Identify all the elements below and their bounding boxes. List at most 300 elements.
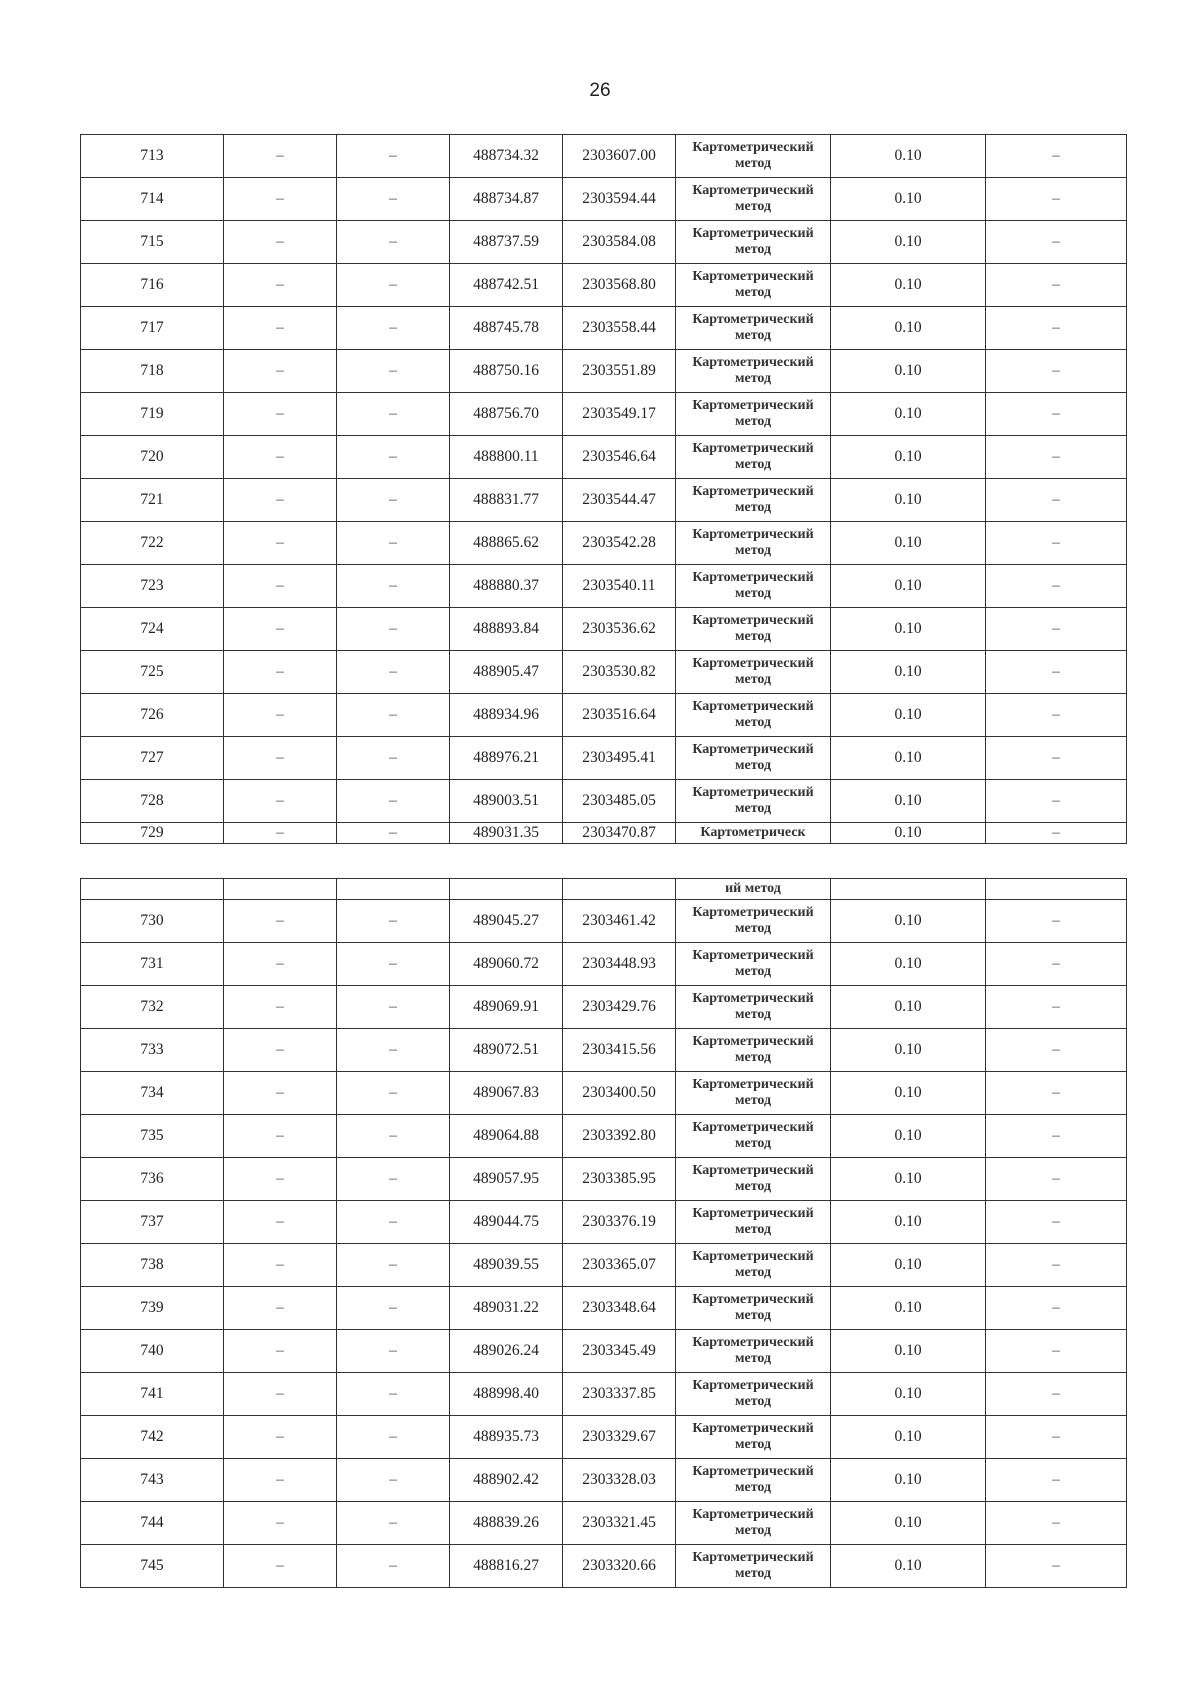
point-number-cell: 733 [81, 1029, 224, 1072]
empty-value-cell: – [986, 900, 1127, 943]
empty-value-cell: – [337, 307, 450, 350]
x-coordinate-cell: 489003.51 [450, 780, 563, 823]
accuracy-cell: 0.10 [831, 608, 986, 651]
method-cell: Картометрическ [676, 823, 831, 844]
y-coordinate-cell: 2303551.89 [563, 350, 676, 393]
empty-value-cell: – [337, 1373, 450, 1416]
empty-value-cell: – [986, 1459, 1127, 1502]
point-number-cell: 744 [81, 1502, 224, 1545]
table-row [81, 1416, 1127, 1459]
x-coordinate-cell: 488902.42 [450, 1459, 563, 1502]
y-coordinate-cell: 2303540.11 [563, 565, 676, 608]
x-coordinate-cell: 488800.11 [450, 436, 563, 479]
accuracy-cell: 0.10 [831, 1416, 986, 1459]
accuracy-cell: 0.10 [831, 1545, 986, 1588]
empty-value-cell: – [986, 1115, 1127, 1158]
x-coordinate-cell: 489060.72 [450, 943, 563, 986]
y-coordinate-cell: 2303461.42 [563, 900, 676, 943]
point-number-cell: 735 [81, 1115, 224, 1158]
empty-value-cell: – [224, 1287, 337, 1330]
empty-value-cell: – [224, 178, 337, 221]
table-row [81, 307, 1127, 350]
empty-value-cell: – [337, 900, 450, 943]
point-number-cell: 713 [81, 135, 224, 178]
empty-value-cell: – [224, 1416, 337, 1459]
empty-cell [81, 879, 224, 900]
method-cell: Картометрический метод [676, 1287, 831, 1330]
empty-value-cell: – [986, 135, 1127, 178]
method-cell: Картометрический метод [676, 900, 831, 943]
empty-value-cell: – [224, 307, 337, 350]
empty-value-cell: – [224, 1158, 337, 1201]
coordinates-table-top [80, 134, 1127, 844]
accuracy-cell: 0.10 [831, 986, 986, 1029]
method-cell: Картометрический метод [676, 1416, 831, 1459]
x-coordinate-cell: 488756.70 [450, 393, 563, 436]
empty-value-cell: – [986, 780, 1127, 823]
method-cell: Картометрический метод [676, 780, 831, 823]
y-coordinate-cell: 2303321.45 [563, 1502, 676, 1545]
empty-value-cell: – [337, 943, 450, 986]
x-coordinate-cell: 489039.55 [450, 1244, 563, 1287]
point-number-cell: 730 [81, 900, 224, 943]
table-row [81, 1115, 1127, 1158]
empty-value-cell: – [337, 1072, 450, 1115]
accuracy-cell: 0.10 [831, 393, 986, 436]
point-number-cell: 717 [81, 307, 224, 350]
y-coordinate-cell: 2303607.00 [563, 135, 676, 178]
method-cell: Картометрический метод [676, 1373, 831, 1416]
y-coordinate-cell: 2303530.82 [563, 651, 676, 694]
accuracy-cell: 0.10 [831, 178, 986, 221]
y-coordinate-cell: 2303365.07 [563, 1244, 676, 1287]
empty-value-cell: – [337, 1201, 450, 1244]
point-number-cell: 729 [81, 823, 224, 844]
empty-value-cell: – [337, 350, 450, 393]
table-row [81, 436, 1127, 479]
accuracy-cell: 0.10 [831, 780, 986, 823]
x-coordinate-cell: 489045.27 [450, 900, 563, 943]
table-row [81, 522, 1127, 565]
y-coordinate-cell: 2303470.87 [563, 823, 676, 844]
x-coordinate-cell: 488880.37 [450, 565, 563, 608]
empty-value-cell: – [224, 608, 337, 651]
empty-value-cell: – [337, 221, 450, 264]
x-coordinate-cell: 488734.32 [450, 135, 563, 178]
method-cell: Картометрический метод [676, 1502, 831, 1545]
table-row [81, 780, 1127, 823]
table-row [81, 350, 1127, 393]
table-row [81, 651, 1127, 694]
point-number-cell: 724 [81, 608, 224, 651]
y-coordinate-cell: 2303558.44 [563, 307, 676, 350]
empty-value-cell: – [224, 436, 337, 479]
y-coordinate-cell: 2303549.17 [563, 393, 676, 436]
method-cell: Картометрический метод [676, 694, 831, 737]
empty-value-cell: – [224, 565, 337, 608]
table-row [81, 900, 1127, 943]
empty-value-cell: – [337, 694, 450, 737]
method-cell: Картометрический метод [676, 1201, 831, 1244]
empty-value-cell: – [224, 900, 337, 943]
point-number-cell: 736 [81, 1158, 224, 1201]
empty-value-cell: – [986, 608, 1127, 651]
empty-value-cell: – [986, 1330, 1127, 1373]
x-coordinate-cell: 488935.73 [450, 1416, 563, 1459]
empty-value-cell: – [224, 651, 337, 694]
empty-value-cell: – [986, 1072, 1127, 1115]
accuracy-cell: 0.10 [831, 737, 986, 780]
accuracy-cell: 0.10 [831, 1115, 986, 1158]
x-coordinate-cell: 488742.51 [450, 264, 563, 307]
empty-value-cell: – [337, 565, 450, 608]
method-cell: Картометрический метод [676, 1072, 831, 1115]
x-coordinate-cell: 489044.75 [450, 1201, 563, 1244]
accuracy-cell: 0.10 [831, 1244, 986, 1287]
y-coordinate-cell: 2303495.41 [563, 737, 676, 780]
table-row [81, 943, 1127, 986]
y-coordinate-cell: 2303584.08 [563, 221, 676, 264]
empty-value-cell: – [337, 823, 450, 844]
empty-value-cell: – [986, 651, 1127, 694]
empty-value-cell: – [224, 221, 337, 264]
y-coordinate-cell: 2303345.49 [563, 1330, 676, 1373]
empty-value-cell: – [986, 1502, 1127, 1545]
y-coordinate-cell: 2303546.64 [563, 436, 676, 479]
table-row [81, 479, 1127, 522]
point-number-cell: 739 [81, 1287, 224, 1330]
empty-value-cell: – [337, 608, 450, 651]
method-cell: Картометрический метод [676, 522, 831, 565]
empty-cell [224, 879, 337, 900]
table-row [81, 1330, 1127, 1373]
empty-value-cell: – [224, 350, 337, 393]
empty-value-cell: – [224, 1029, 337, 1072]
accuracy-cell: 0.10 [831, 1029, 986, 1072]
method-cell: Картометрический метод [676, 608, 831, 651]
accuracy-cell: 0.10 [831, 436, 986, 479]
point-number-cell: 716 [81, 264, 224, 307]
accuracy-cell: 0.10 [831, 1459, 986, 1502]
x-coordinate-cell: 489057.95 [450, 1158, 563, 1201]
empty-value-cell: – [337, 1502, 450, 1545]
accuracy-cell: 0.10 [831, 1287, 986, 1330]
point-number-cell: 734 [81, 1072, 224, 1115]
point-number-cell: 719 [81, 393, 224, 436]
point-number-cell: 738 [81, 1244, 224, 1287]
method-cell: Картометрический метод [676, 307, 831, 350]
empty-value-cell: – [986, 1416, 1127, 1459]
point-number-cell: 732 [81, 986, 224, 1029]
empty-value-cell: – [337, 1416, 450, 1459]
accuracy-cell: 0.10 [831, 1502, 986, 1545]
empty-value-cell: – [337, 1545, 450, 1588]
method-cell: Картометрический метод [676, 393, 831, 436]
method-cell: Картометрический метод [676, 737, 831, 780]
x-coordinate-cell: 488905.47 [450, 651, 563, 694]
method-cell: Картометрический метод [676, 479, 831, 522]
table-row [81, 1072, 1127, 1115]
empty-value-cell: – [986, 522, 1127, 565]
accuracy-cell: 0.10 [831, 307, 986, 350]
x-coordinate-cell: 489031.35 [450, 823, 563, 844]
table-row-continuation [81, 879, 1127, 900]
y-coordinate-cell: 2303429.76 [563, 986, 676, 1029]
empty-value-cell: – [986, 221, 1127, 264]
method-cell: Картометрический метод [676, 565, 831, 608]
x-coordinate-cell: 488998.40 [450, 1373, 563, 1416]
empty-value-cell: – [224, 393, 337, 436]
y-coordinate-cell: 2303544.47 [563, 479, 676, 522]
accuracy-cell: 0.10 [831, 350, 986, 393]
empty-value-cell: – [224, 694, 337, 737]
x-coordinate-cell: 488734.87 [450, 178, 563, 221]
point-number-cell: 740 [81, 1330, 224, 1373]
y-coordinate-cell: 2303320.66 [563, 1545, 676, 1588]
method-cell: Картометрический метод [676, 135, 831, 178]
empty-value-cell: – [986, 1244, 1127, 1287]
empty-value-cell: – [224, 1459, 337, 1502]
accuracy-cell: 0.10 [831, 1373, 986, 1416]
x-coordinate-cell: 488976.21 [450, 737, 563, 780]
empty-value-cell: – [986, 1287, 1127, 1330]
empty-value-cell: – [986, 694, 1127, 737]
empty-value-cell: – [986, 1158, 1127, 1201]
point-number-cell: 723 [81, 565, 224, 608]
empty-value-cell: – [337, 393, 450, 436]
y-coordinate-cell: 2303328.03 [563, 1459, 676, 1502]
point-number-cell: 726 [81, 694, 224, 737]
accuracy-cell: 0.10 [831, 1072, 986, 1115]
x-coordinate-cell: 489072.51 [450, 1029, 563, 1072]
empty-value-cell: – [224, 986, 337, 1029]
empty-value-cell: – [337, 737, 450, 780]
method-cell: Картометрический метод [676, 436, 831, 479]
empty-value-cell: – [337, 1459, 450, 1502]
table-row [81, 1029, 1127, 1072]
method-cell: Картометрический метод [676, 350, 831, 393]
table-row [81, 1373, 1127, 1416]
x-coordinate-cell: 488839.26 [450, 1502, 563, 1545]
method-cell: Картометрический метод [676, 1029, 831, 1072]
empty-value-cell: – [224, 780, 337, 823]
method-cell: Картометрический метод [676, 178, 831, 221]
accuracy-cell: 0.10 [831, 900, 986, 943]
table-row [81, 1287, 1127, 1330]
y-coordinate-cell: 2303448.93 [563, 943, 676, 986]
method-cell: Картометрический метод [676, 1330, 831, 1373]
method-cell: Картометрический метод [676, 1115, 831, 1158]
empty-value-cell: – [224, 1244, 337, 1287]
accuracy-cell: 0.10 [831, 565, 986, 608]
method-cell: Картометрический метод [676, 221, 831, 264]
empty-value-cell: – [224, 1502, 337, 1545]
point-number-cell: 715 [81, 221, 224, 264]
method-cell: Картометрический метод [676, 1244, 831, 1287]
y-coordinate-cell: 2303400.50 [563, 1072, 676, 1115]
empty-value-cell: – [986, 1373, 1127, 1416]
empty-value-cell: – [224, 1545, 337, 1588]
table-row [81, 694, 1127, 737]
empty-value-cell: – [337, 1115, 450, 1158]
point-number-cell: 743 [81, 1459, 224, 1502]
y-coordinate-cell: 2303536.62 [563, 608, 676, 651]
method-cell: Картометрический метод [676, 1545, 831, 1588]
accuracy-cell: 0.10 [831, 522, 986, 565]
table-row [81, 1502, 1127, 1545]
empty-value-cell: – [224, 737, 337, 780]
table-row [81, 1158, 1127, 1201]
table-row [81, 1244, 1127, 1287]
empty-cell [831, 879, 986, 900]
empty-value-cell: – [337, 1287, 450, 1330]
method-cell: Картометрический метод [676, 986, 831, 1029]
empty-value-cell: – [986, 436, 1127, 479]
x-coordinate-cell: 488750.16 [450, 350, 563, 393]
accuracy-cell: 0.10 [831, 479, 986, 522]
accuracy-cell: 0.10 [831, 943, 986, 986]
point-number-cell: 720 [81, 436, 224, 479]
y-coordinate-cell: 2303348.64 [563, 1287, 676, 1330]
empty-cell [450, 879, 563, 900]
accuracy-cell: 0.10 [831, 135, 986, 178]
accuracy-cell: 0.10 [831, 1330, 986, 1373]
empty-value-cell: – [224, 943, 337, 986]
y-coordinate-cell: 2303485.05 [563, 780, 676, 823]
table-row [81, 178, 1127, 221]
table-row [81, 986, 1127, 1029]
table-row [81, 393, 1127, 436]
x-coordinate-cell: 489064.88 [450, 1115, 563, 1158]
empty-value-cell: – [337, 178, 450, 221]
empty-value-cell: – [337, 1029, 450, 1072]
empty-value-cell: – [337, 651, 450, 694]
empty-value-cell: – [986, 565, 1127, 608]
method-cell: Картометрический метод [676, 651, 831, 694]
method-cell: Картометрический метод [676, 1459, 831, 1502]
point-number-cell: 745 [81, 1545, 224, 1588]
point-number-cell: 722 [81, 522, 224, 565]
y-coordinate-cell: 2303385.95 [563, 1158, 676, 1201]
table-row [81, 565, 1127, 608]
table-row [81, 264, 1127, 307]
x-coordinate-cell: 488865.62 [450, 522, 563, 565]
empty-value-cell: – [986, 737, 1127, 780]
coordinates-table-bottom [80, 878, 1127, 1588]
x-coordinate-cell: 489026.24 [450, 1330, 563, 1373]
x-coordinate-cell: 488737.59 [450, 221, 563, 264]
empty-value-cell: – [986, 986, 1127, 1029]
x-coordinate-cell: 488893.84 [450, 608, 563, 651]
empty-value-cell: – [986, 943, 1127, 986]
empty-value-cell: – [224, 479, 337, 522]
method-cell: ий метод [676, 879, 831, 900]
point-number-cell: 737 [81, 1201, 224, 1244]
empty-cell [563, 879, 676, 900]
empty-value-cell: – [986, 1201, 1127, 1244]
empty-cell [986, 879, 1127, 900]
y-coordinate-cell: 2303337.85 [563, 1373, 676, 1416]
empty-value-cell: – [986, 1029, 1127, 1072]
empty-cell [337, 879, 450, 900]
empty-value-cell: – [224, 1330, 337, 1373]
table-row [81, 737, 1127, 780]
point-number-cell: 721 [81, 479, 224, 522]
point-number-cell: 731 [81, 943, 224, 986]
empty-value-cell: – [224, 1201, 337, 1244]
x-coordinate-cell: 488831.77 [450, 479, 563, 522]
y-coordinate-cell: 2303392.80 [563, 1115, 676, 1158]
point-number-cell: 725 [81, 651, 224, 694]
y-coordinate-cell: 2303415.56 [563, 1029, 676, 1072]
y-coordinate-cell: 2303516.64 [563, 694, 676, 737]
accuracy-cell: 0.10 [831, 694, 986, 737]
empty-value-cell: – [224, 823, 337, 844]
x-coordinate-cell: 488934.96 [450, 694, 563, 737]
table-row [81, 1459, 1127, 1502]
accuracy-cell: 0.10 [831, 823, 986, 844]
x-coordinate-cell: 488745.78 [450, 307, 563, 350]
accuracy-cell: 0.10 [831, 1158, 986, 1201]
method-cell: Картометрический метод [676, 264, 831, 307]
empty-value-cell: – [224, 522, 337, 565]
empty-value-cell: – [337, 1244, 450, 1287]
empty-value-cell: – [224, 1373, 337, 1416]
point-number-cell: 727 [81, 737, 224, 780]
table-row [81, 1201, 1127, 1244]
point-number-cell: 741 [81, 1373, 224, 1416]
table-row [81, 135, 1127, 178]
table-row [81, 1545, 1127, 1588]
empty-value-cell: – [224, 1115, 337, 1158]
empty-value-cell: – [337, 780, 450, 823]
empty-value-cell: – [986, 393, 1127, 436]
x-coordinate-cell: 489067.83 [450, 1072, 563, 1115]
y-coordinate-cell: 2303594.44 [563, 178, 676, 221]
empty-value-cell: – [337, 986, 450, 1029]
method-cell: Картометрический метод [676, 943, 831, 986]
method-cell: Картометрический метод [676, 1158, 831, 1201]
empty-value-cell: – [337, 1158, 450, 1201]
empty-value-cell: – [986, 350, 1127, 393]
empty-value-cell: – [986, 307, 1127, 350]
empty-value-cell: – [337, 479, 450, 522]
point-number-cell: 742 [81, 1416, 224, 1459]
table-row [81, 221, 1127, 264]
empty-value-cell: – [986, 823, 1127, 844]
empty-value-cell: – [224, 1072, 337, 1115]
empty-value-cell: – [337, 522, 450, 565]
point-number-cell: 728 [81, 780, 224, 823]
empty-value-cell: – [337, 436, 450, 479]
x-coordinate-cell: 489031.22 [450, 1287, 563, 1330]
page-number: 26 [589, 80, 611, 101]
empty-value-cell: – [986, 1545, 1127, 1588]
empty-value-cell: – [986, 178, 1127, 221]
empty-value-cell: – [337, 264, 450, 307]
x-coordinate-cell: 489069.91 [450, 986, 563, 1029]
empty-value-cell: – [224, 264, 337, 307]
empty-value-cell: – [986, 479, 1127, 522]
accuracy-cell: 0.10 [831, 221, 986, 264]
y-coordinate-cell: 2303542.28 [563, 522, 676, 565]
empty-value-cell: – [337, 1330, 450, 1373]
empty-value-cell: – [986, 264, 1127, 307]
empty-value-cell: – [224, 135, 337, 178]
table-row [81, 608, 1127, 651]
y-coordinate-cell: 2303376.19 [563, 1201, 676, 1244]
x-coordinate-cell: 488816.27 [450, 1545, 563, 1588]
